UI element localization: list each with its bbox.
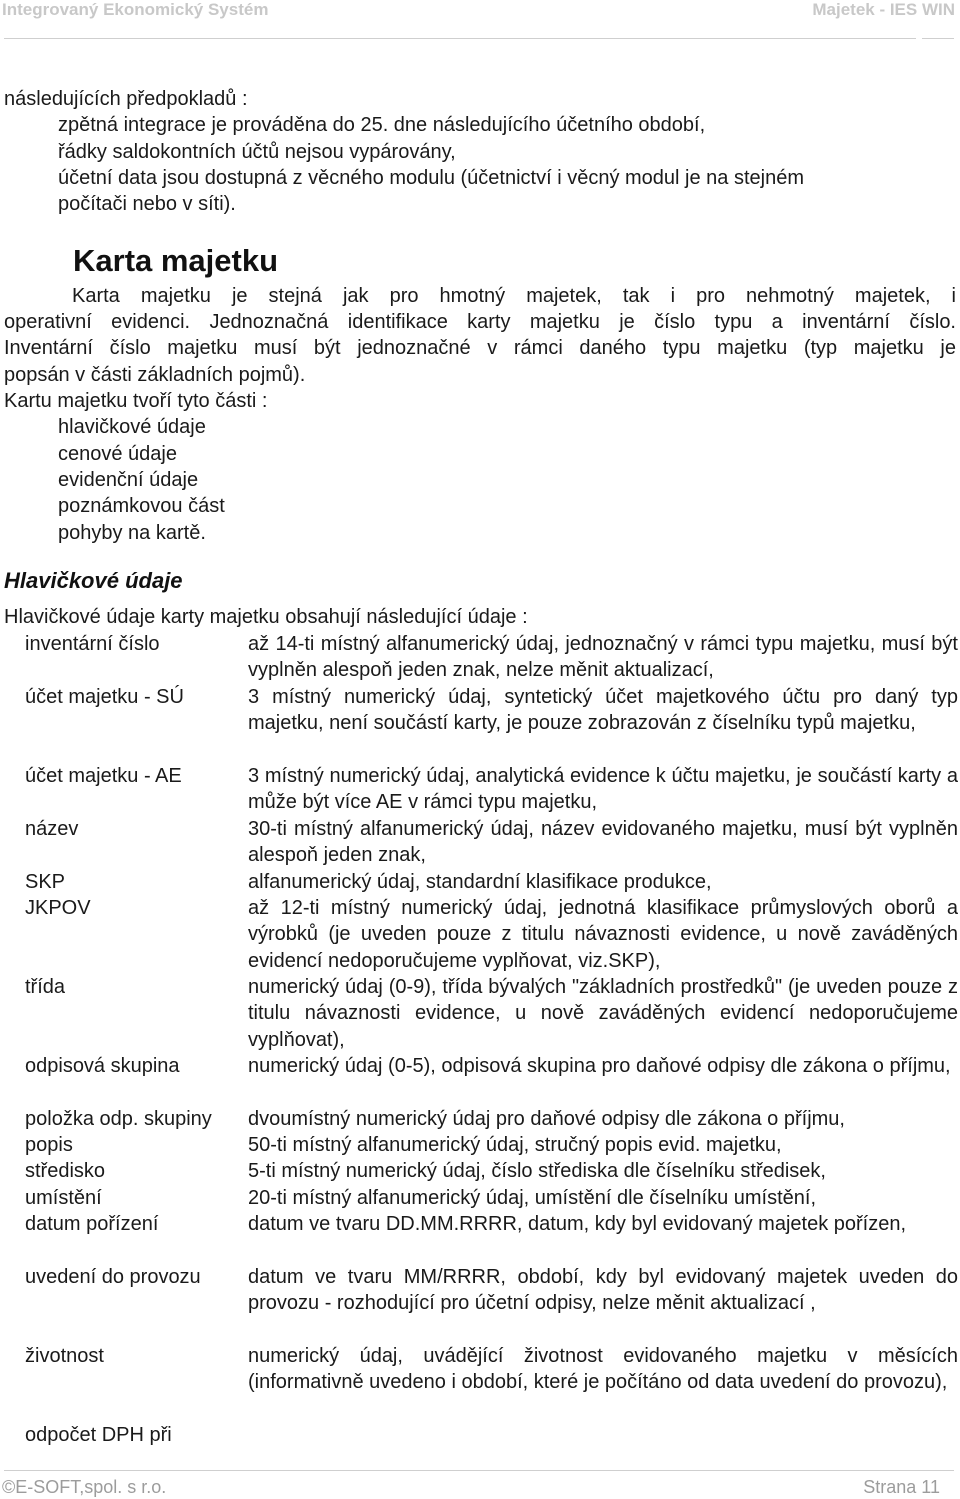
definition-text: až 14-ti místný alfanumerický údaj, jednoznačný v rámci typu majetku, musí být vyplněn alespoň jeden znak, nelze měnit aktualizací,	[248, 633, 958, 682]
definition-term: inventární číslo	[25, 633, 160, 655]
definition-text: datum ve tvaru DD.MM.RRRR, datum, kdy byl evidovaný majetek pořízen,	[248, 1213, 907, 1235]
karta-part-item: cenové údaje	[58, 443, 177, 465]
karta-paragraph-2b: popsán v části základních pojmů).	[4, 364, 306, 386]
karta-paragraph-1b: operativní evidenci. Jednoznačná identifikace karty majetku je číslo typu a inventární číslo.	[4, 311, 956, 333]
intro-item-2: řádky saldokontních účtů nejsou vypárovány,	[58, 141, 456, 163]
definition-term: umístění	[25, 1187, 102, 1209]
header-system-name: Integrovaný Ekonomický Systém	[2, 0, 269, 19]
definition-term: odpočet DPH při	[25, 1424, 172, 1446]
definition-text: numerický údaj (0-5), odpisová skupina pro daňové odpisy dle zákona o příjmu,	[248, 1055, 951, 1077]
definition-text: až 12-ti místný numerický údaj, jednotná klasifikace průmyslových oborů a výrobků (je uveden pouze z titulu návaznosti evidence, u nově zaváděných evidencí nedoporučujeme vyplňovat, viz.SKP),	[248, 897, 958, 972]
page-header	[0, 0, 960, 24]
footer-page-number: Strana 11	[863, 1477, 940, 1497]
definition-text: datum ve tvaru MM/RRRR, období, kdy byl evidovaný majetek uveden do provozu - rozhodující pro účetní odpisy, nelze měnit aktualizací ,	[248, 1266, 958, 1315]
section-title-karta: Karta majetku	[73, 243, 279, 278]
karta-part-item: poznámkovou část	[58, 495, 225, 517]
definition-text: 5-ti místný numerický údaj, číslo střediska dle číselníku středisek,	[248, 1160, 826, 1182]
definition-text: alfanumerický údaj, standardní klasifikace produkce,	[248, 871, 712, 893]
definition-term: položka odp. skupiny	[25, 1108, 212, 1130]
definition-term: datum pořízení	[25, 1213, 159, 1235]
karta-paragraph-2a: Inventární číslo majetku musí být jednoznačné v rámci daného typu majetku (typ majetku je	[4, 337, 956, 359]
definition-term: uvedení do provozu	[25, 1266, 201, 1288]
intro-item-3: účetní data jsou dostupná z věcného modulu (účetnictví i věcný modul je na stejném	[58, 167, 804, 189]
intro-line: následujících předpokladů :	[4, 88, 248, 110]
definition-term: název	[25, 818, 79, 840]
definition-text: 3 místný numerický údaj, syntetický účet majetkového účtu pro daný typ majetku, není součástí karty, je pouze zobrazován z číselníku typů majetku,	[248, 686, 958, 735]
definition-text: numerický údaj (0-9), třída bývalých "základních prostředků" (je uveden pouze z titulu návaznosti evidence, u nově zaváděných evidencí nedoporučujeme vyplňovat),	[248, 976, 958, 1051]
definition-term: SKP	[25, 871, 66, 893]
definition-term: JKPOV	[25, 897, 91, 919]
definition-term: třída	[25, 976, 66, 998]
karta-part-item: hlavičkové údaje	[58, 416, 206, 438]
definition-text: 3 místný numerický údaj, analytická evidence k účtu majetku, je součástí karty a může být více AE v rámci typu majetku,	[248, 765, 958, 814]
definition-term: účet majetku - SÚ	[25, 686, 184, 708]
intro-item-1: zpětná integrace je prováděna do 25. dne následujícího účetního období,	[58, 114, 706, 136]
header-rule	[4, 38, 916, 39]
hlavickove-intro: Hlavičkové údaje karty majetku obsahují následující údaje :	[4, 606, 528, 628]
header-rule-end	[922, 38, 954, 39]
header-module-name: Majetek - IES WIN	[812, 0, 955, 19]
definition-text: numerický údaj, uvádějící životnost evidovaného majetku v měsících (informativně uvedeno i období, které je počítáno od data uvedení do provozu),	[248, 1345, 958, 1394]
definition-text: 50-ti místný alfanumerický údaj, stručný popis evid. majetku,	[248, 1134, 782, 1156]
definition-term: popis	[25, 1134, 73, 1156]
intro-item-4: počítači nebo v síti).	[58, 193, 236, 215]
section-title-hlavickove: Hlavičkové údaje	[4, 568, 183, 593]
definition-term: odpisová skupina	[25, 1055, 180, 1077]
footer-copyright: ©E-SOFT,spol. s r.o.	[2, 1477, 167, 1497]
definition-term: životnost	[25, 1345, 104, 1367]
karta-parts-intro: Kartu majetku tvoří tyto části :	[4, 390, 268, 412]
definition-term: účet majetku - AE	[25, 765, 182, 787]
karta-part-item: pohyby na kartě.	[58, 522, 206, 544]
definition-text: 30-ti místný alfanumerický údaj, název evidovaného majetku, musí být vyplněn alespoň jeden znak,	[248, 818, 958, 867]
karta-paragraph-1a: Karta majetku je stejná jak pro hmotný majetek, tak i pro nehmotný majetek, i	[72, 285, 956, 307]
definition-text: dvoumístný numerický údaj pro daňové odpisy dle zákona o příjmu,	[248, 1108, 845, 1130]
definition-text: 20-ti místný alfanumerický údaj, umístění dle číselníku umístění,	[248, 1187, 817, 1209]
definition-term: středisko	[25, 1160, 106, 1182]
footer-rule	[4, 1470, 954, 1471]
karta-part-item: evidenční údaje	[58, 469, 199, 491]
